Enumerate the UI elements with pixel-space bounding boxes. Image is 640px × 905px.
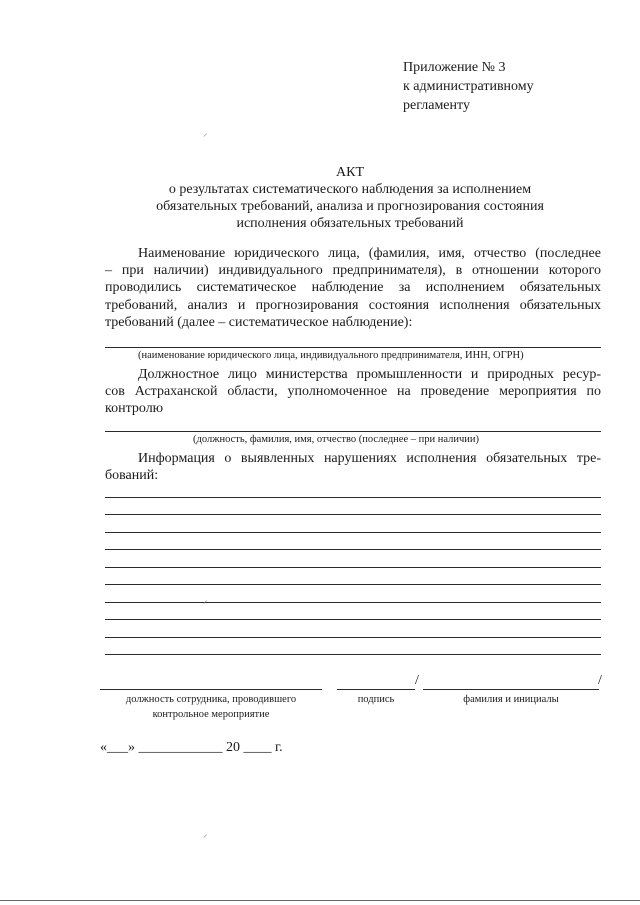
appendix-number: Приложение № 3 [403,60,506,75]
page-bottom-edge [0,900,640,901]
paragraph-line: – при наличии) индивидуального предпринимателя), в отношении которого [105,263,601,279]
violations-fill-line [105,514,601,515]
document-title [100,164,600,232]
signature-caption: подпись [357,694,395,705]
paragraph-line: проводились систематическое наблюдение за исполнением обязательных [105,280,601,296]
section-violations-paragraph [105,450,601,484]
signature-separator: / [598,673,602,688]
date-line: «___» ____________ 20 ____ г. [100,740,283,755]
title-heading: АКТ [336,165,364,180]
position-caption-line: контрольное мероприятие [152,709,270,720]
signature-line [337,689,415,690]
section-official-paragraph [105,366,601,418]
name-caption: фамилия и инициалы [463,694,559,705]
violations-fill-line [105,619,601,620]
violations-fill-line [105,637,601,638]
title-line-3: исполнения обязательных требований [236,216,464,231]
official-fill-line [105,431,601,432]
appendix-reference: к административному [403,79,534,94]
paragraph-line: требований (далее – систематическое наблюдение): [105,314,413,330]
violations-fill-line [105,497,601,498]
paragraph-line: контролю [105,401,164,417]
violations-fill-line [105,532,601,533]
position-caption [100,692,322,722]
violations-fill-line [105,602,601,603]
paragraph-line: Информация о выявленных нарушениях исполнения обязательных тре- [138,451,601,466]
section-entity-paragraph [105,245,601,331]
paragraph-line: сов Астраханской области, уполномоченное на проведение мероприятия по [105,384,601,400]
violations-fill-line [105,567,601,568]
scan-mark: ⸝ [203,829,208,839]
violations-fill-line [105,549,601,550]
title-line-2: обязательных требований, анализа и прогнозирования состояния [156,199,544,214]
position-caption-line: должность сотрудника, проводившего [125,694,297,705]
signature-separator: / [415,673,419,688]
paragraph-line: Должностное лицо министерства промышленности и природных ресур- [138,367,601,382]
entity-fill-line [105,347,601,348]
position-signature-line [100,689,322,690]
violations-fill-line [105,654,601,655]
paragraph-line: требований, анализ и прогнозирования состояния исполнения обязательных [105,297,601,313]
scan-mark: ⸝ [203,128,208,138]
appendix-header [403,58,534,115]
scan-mark: ⸝ [203,595,208,605]
paragraph-line: Наименование юридического лица, (фамилия, имя, отчество (последнее [138,246,601,261]
paragraph-line: бований: [105,468,159,484]
violations-fill-line [105,584,601,585]
name-signature-line [423,689,599,690]
title-line-1: о результатах систематического наблюдения за исполнением [168,182,532,197]
appendix-reference-cont: регламенту [403,98,470,113]
entity-caption: (наименование юридического лица, индивидуального предпринимателя, ИНН, ОГРН) [138,350,524,361]
official-caption: (должность, фамилия, имя, отчество (последнее – при наличии) [193,434,479,445]
